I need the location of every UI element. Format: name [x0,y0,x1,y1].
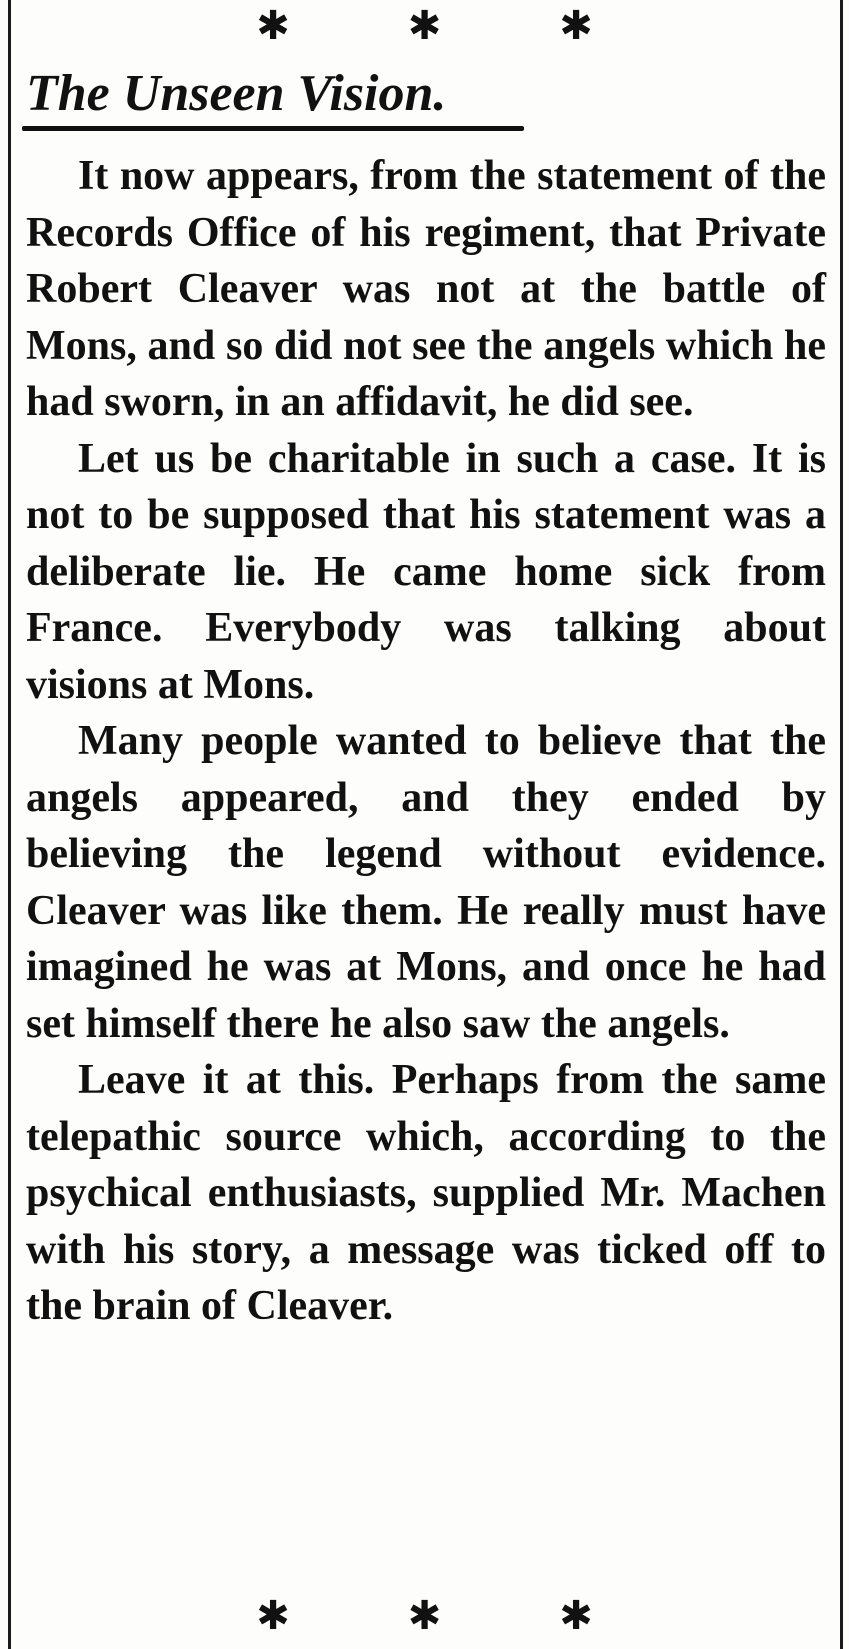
asterism-icon: ✱ [559,1593,593,1639]
title-underline [22,126,524,131]
paragraph: Leave it at this. Perhaps from the same telepathic source which, according to the psychical enthusiasts, supplied Mr. Machen with his story, a message was ticked off to the brain of Cleaver. [26,1057,826,1329]
ornament-row-bottom [0,1593,849,1639]
asterism-icon: ✱ [407,1593,442,1639]
asterism-icon: ✱ [256,1593,290,1639]
paragraph: Many people wanted to believe that the angels appeared, and they ended by believing the legend without evidence. Cleaver was like them. He really must have imagined he was at Mons, and once he had set himself there he also saw the angels. [26,718,826,1047]
asterism-icon: ✱ [407,3,442,49]
paragraph: Let us be charitable in such a case. It is not to be supposed that his statement was a deliberate lie. He came home sick from France. Everybody was talking about visions at Mons. [26,435,826,708]
column-rule-right [840,0,843,1649]
asterism-icon: ✱ [559,3,593,49]
asterism-icon: ✱ [256,3,290,49]
paragraph: It now appears, from the statement of the Records Office of his regiment, that Private Robert Cleaver was not at the battle of Mons, and so did not see the angels which he had sworn, in an affidavit, he did see. [26,153,826,425]
article-title: The Unseen Vision. [26,65,447,122]
ornament-row-top [0,3,849,49]
article-body [26,148,826,1335]
column-rule-left [8,0,11,1649]
